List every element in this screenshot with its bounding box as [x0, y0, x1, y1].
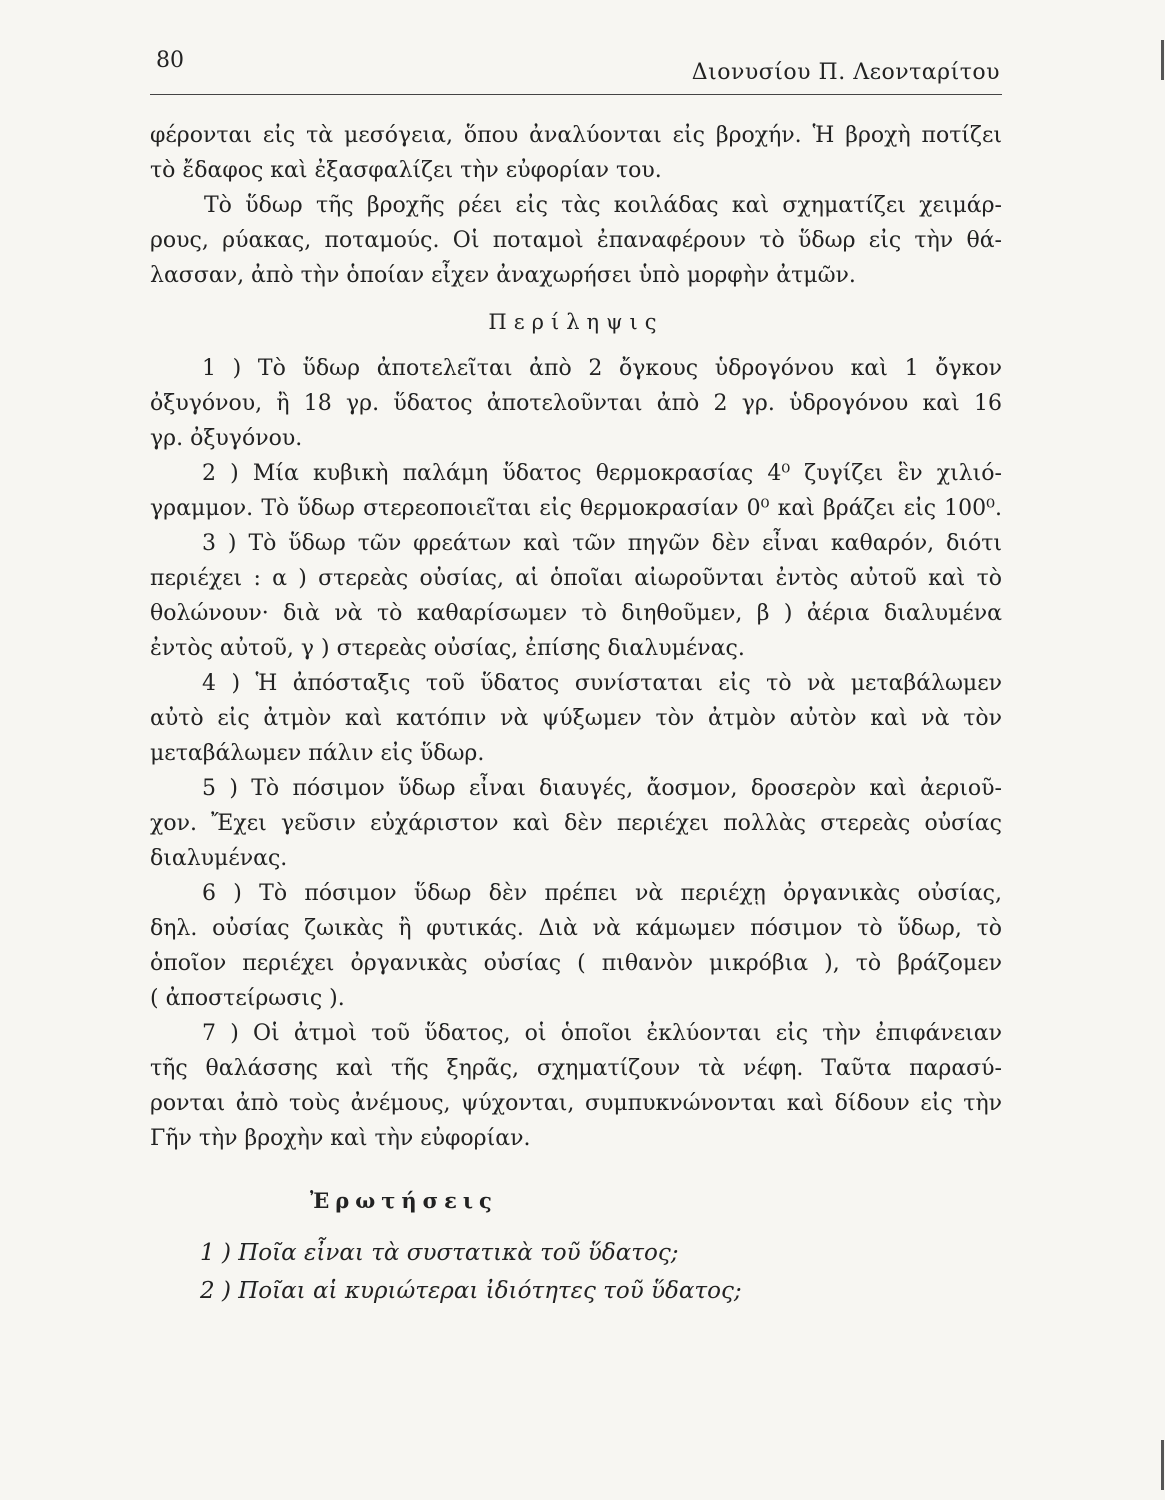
summary-item-line: 2 ) Μία κυβικὴ παλάμη ὕδατος θερμοκρασίας 4⁰ ζυγίζει ἓν χιλιό- [202, 461, 1002, 486]
summary-item-line: 3 ) Τὸ ὕδωρ τῶν φρεάτων καὶ τῶν πηγῶν δὲν εἶναι καθαρόν, διότι [202, 531, 1002, 556]
scan-edge-mark [1161, 40, 1164, 80]
text-line: Τὸ ὕδωρ τῆς βροχῆς ρέει εἰς τὰς κοιλάδας καὶ σχηματίζει χειμάρ- [204, 193, 1002, 218]
summary-item-line: Γῆν τὴν βροχὴν καὶ τὴν εὐφορίαν. [150, 1126, 531, 1151]
summary-item-line: δηλ. οὐσίας ζωικὰς ἢ φυτικάς. Διὰ νὰ κάμωμεν πόσιμον τὸ ὕδωρ, τὸ [150, 916, 1002, 941]
summary-item-line: 6 ) Τὸ πόσιμον ὕδωρ δὲν πρέπει νὰ περιέχῃ ὀργανικὰς οὐσίας, [202, 881, 1002, 906]
summary-item-line: θολώνουν· διὰ νὰ τὸ καθαρίσωμεν τὸ διηθοῦμεν, β ) ἀέρια διαλυμένα [150, 601, 1002, 626]
summary-list [150, 351, 1002, 1156]
intro-paragraphs [150, 118, 1002, 293]
text-line: φέρονται εἰς τὰ μεσόγεια, ὅπου ἀναλύονται εἰς βροχήν. Ἡ βροχὴ ποτίζει [150, 123, 1002, 148]
summary-item-line: ὀξυγόνου, ἢ 18 γρ. ὕδατος ἀποτελοῦνται ἀπὸ 2 γρ. ὑδρογόνου καὶ 16 [150, 391, 1002, 416]
summary-item-line: διαλυμένας. [150, 846, 288, 871]
summary-item-line: 7 ) Οἱ ἀτμοὶ τοῦ ὕδατος, οἱ ὁποῖοι ἐκλύονται εἰς τὴν ἐπιφάνειαν [202, 1021, 1002, 1046]
summary-item-line: 5 ) Τὸ πόσιμον ὕδωρ εἶναι διαυγές, ἄοσμον, δροσερὸν καὶ ἀεριοῦ- [202, 776, 1002, 801]
running-head: Διονυσίου Π. Λεονταρίτου [691, 60, 1000, 85]
body-text [150, 118, 1002, 1310]
questions-heading: Ἐρωτήσεις [310, 1188, 498, 1213]
section-gap [150, 1156, 1002, 1168]
header-rule [150, 94, 1002, 95]
summary-item-line: αὐτὸ εἰς ἀτμὸν καὶ κατόπιν νὰ ψύξωμεν τὸν ἀτμὸν αὐτὸν καὶ νὰ τὸν [150, 706, 1002, 731]
summary-item-line: περιέχει : α ) στερεὰς οὐσίας, αἱ ὁποῖαι αἰωροῦνται ἐντὸς αὐτοῦ καὶ τὸ [150, 566, 1002, 591]
questions-list [150, 1234, 1002, 1310]
summary-item-line: ἐντὸς αὐτοῦ, γ ) στερεὰς οὐσίας, ἐπίσης διαλυμένας. [150, 636, 745, 661]
summary-item-line: 1 ) Τὸ ὕδωρ ἀποτελεῖται ἀπὸ 2 ὄγκους ὑδρογόνου καὶ 1 ὄγκον [202, 356, 1002, 381]
page-header [150, 46, 1002, 96]
text-line: λασσαν, ἀπὸ τὴν ὁποίαν εἶχεν ἀναχωρήσει ὑπὸ μορφὴν ἀτμῶν. [150, 263, 856, 288]
page-number: 80 [156, 48, 184, 73]
text-line: ρους, ρύακας, ποταμούς. Οἱ ποταμοὶ ἐπαναφέρουν τὸ ὕδωρ εἰς τὴν θά- [150, 228, 1002, 253]
question-line: 2 ) Ποῖαι αἱ κυριώτεραι ἰδιότητες τοῦ ὕδατος; [200, 1278, 742, 1304]
scan-edge-mark [1161, 1440, 1164, 1490]
summary-item-line: ὁποῖον περιέχει ὀργανικὰς οὐσίας ( πιθανὸν μικρόβια ), τὸ βράζομεν [150, 951, 1002, 976]
summary-item-line: γρ. ὀξυγόνου. [150, 426, 303, 451]
text-line: τὸ ἔδαφος καὶ ἐξασφαλίζει τὴν εὐφορίαν του. [150, 158, 662, 183]
summary-heading: Περίληψις [488, 310, 664, 334]
summary-item-line: χον. Ἔχει γεῦσιν εὐχάριστον καὶ δὲν περιέχει πολλὰς στερεὰς οὐσίας [150, 811, 1002, 836]
summary-item-line: ( ἀποστείρωσις ). [150, 986, 345, 1011]
summary-item-line: μεταβάλωμεν πάλιν εἰς ὕδωρ. [150, 741, 485, 766]
summary-item-line: γραμμον. Τὸ ὕδωρ στερεοποιεῖται εἰς θερμοκρασίαν 0⁰ καὶ βράζει εἰς 100⁰. [150, 496, 1002, 521]
summary-item-line: ρονται ἀπὸ τοὺς ἀνέμους, ψύχονται, συμπυκνώνονται καὶ δίδουν εἰς τὴν [150, 1091, 1002, 1116]
summary-item-line: τῆς θαλάσσης καὶ τῆς ξηρᾶς, σχηματίζουν τὰ νέφη. Ταῦτα παρασύ- [150, 1056, 1002, 1081]
summary-item-line: 4 ) Ἡ ἀπόσταξις τοῦ ὕδατος συνίσταται εἰς τὸ νὰ μεταβάλωμεν [202, 671, 1002, 696]
question-line: 1 ) Ποῖα εἶναι τὰ συστατικὰ τοῦ ὕδατος; [200, 1240, 679, 1266]
